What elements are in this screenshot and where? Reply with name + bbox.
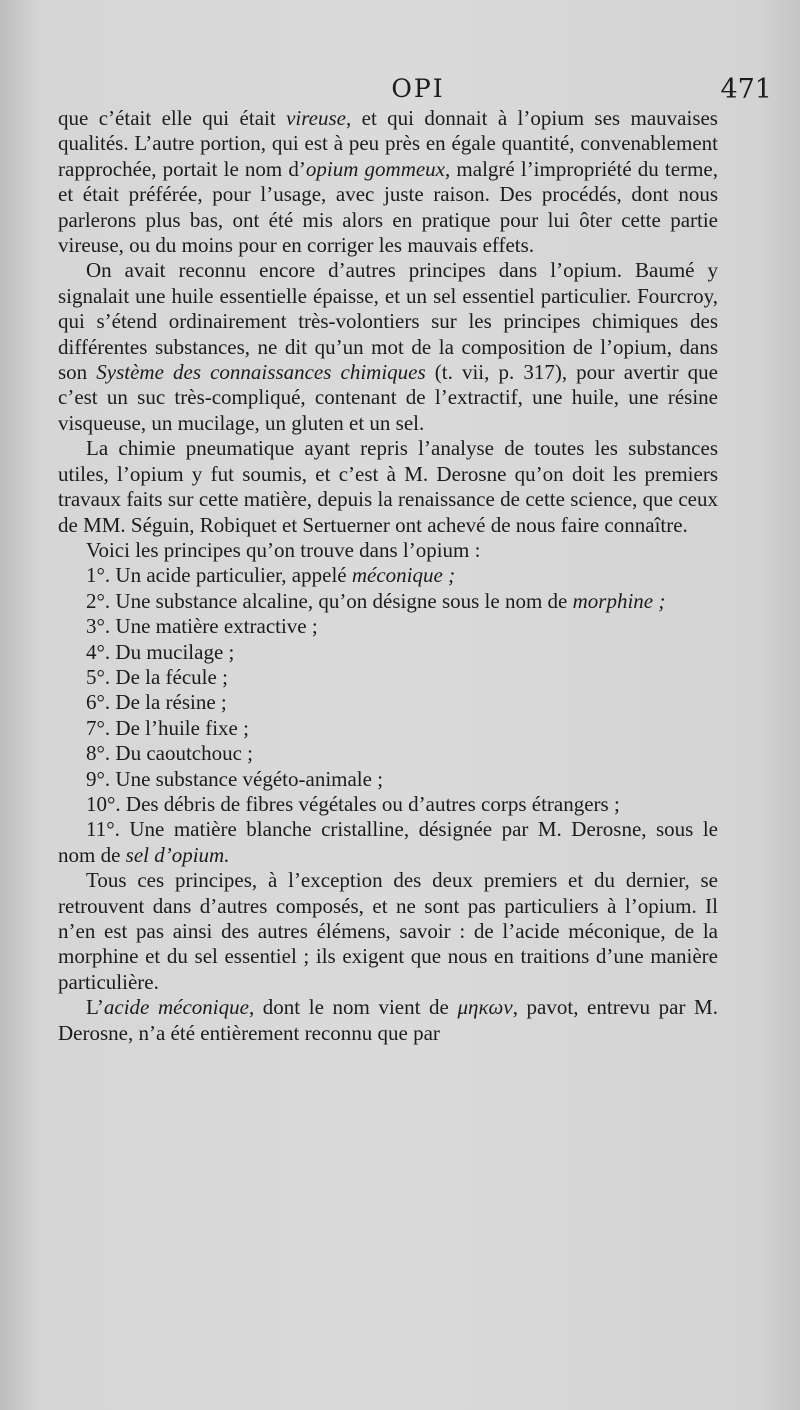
page-number: 471 [720,74,772,105]
list-item: 6°. De la résine ; [86,690,227,715]
paragraph: On avait reconnu encore d’autres principes dans l’opium. Baumé y signalait une huile essentielle épaisse, et un sel essentiel particulier. Fourcroy, qui s’étend ordinairement très-volontiers sur les principes chimiques des différentes substances, ne dit qu’un mot de la composition de l’opium, dans son Système des connaissances chimiques (t. vii, p. 317), pour avertir que c’est un suc très-compliqué, contenant de l’extractif, une huile, une résine visqueuse, un mucilage, un gluten et un sel. [58,258,718,435]
list-item: 9°. Une substance végéto-animale ; [86,766,384,791]
list-item: 11°. Une matière blanche cristalline, désignée par M. Derosne, sous le nom de sel d’opium. [58,817,718,867]
paragraph: Tous ces principes, à l’exception des deux premiers et du dernier, se retrouvent dans d’autres composés, et ne sont pas particuliers à l’opium. Il n’en est pas ainsi des autres élémens, savoir : de l’acide méconique, de la morphine et du sel essentiel ; ils exigent que nous en traitions d’une manière particulière. [58,868,718,994]
list-item: 7°. De l’huile fixe ; [86,715,249,740]
body-text [58,106,718,1046]
italic-title: Système des connaissances chimiques [96,360,426,385]
running-title: OPI [391,74,445,103]
greek-word: μηκων [457,995,513,1020]
paragraph: Voici les principes qu’on trouve dans l’opium : [86,537,481,562]
list-item: 10°. Des débris de fibres végétales ou d’autres corps étrangers ; [86,791,620,816]
list-item: 2°. Une substance alcaline, qu’on désigne sous le nom de morphine ; [86,588,666,613]
italic-term: vireuse [286,106,346,130]
list-item: 3°. Une matière extractive ; [86,614,318,639]
paragraph: La chimie pneumatique ayant repris l’analyse de toutes les substances utiles, l’opium y fut soumis, et c’est à M. Derosne qu’on doit les premiers travaux faits sur cette matière, depuis la renaissance de cette science, que ceux de MM. Séguin, Robiquet et Sertuerner ont achevé de nous faire connaître. [58,436,718,537]
list-item: 5°. De la fécule ; [86,664,228,689]
list-item: 1°. Un acide particulier, appelé méconique ; [86,563,456,588]
list-item: 8°. Du caoutchouc ; [86,741,254,766]
italic-term: opium gommeux [305,156,446,181]
list-item: 4°. Du mucilage ; [86,639,235,664]
paragraph: L’acide méconique, dont le nom vient de μηκων, pavot, entrevu par M. Derosne, n’a été entièrement reconnu que par [58,995,718,1045]
paragraph: que c’était elle qui était vireuse, et qui donnait à l’opium ses mauvaises qualités. L’autre portion, qui est à peu près en égale quantité, convenablement rapprochée, portait le nom d’opium gommeux, malgré l’impropriété du terme, et était préférée, pour l’usage, avec juste raison. Des procédés, dont nous parlerons plus bas, ont été mis alors en pratique pour lui ôter cette partie vireuse, ou du moins pour en corriger les mauvais effets. [58,106,718,258]
